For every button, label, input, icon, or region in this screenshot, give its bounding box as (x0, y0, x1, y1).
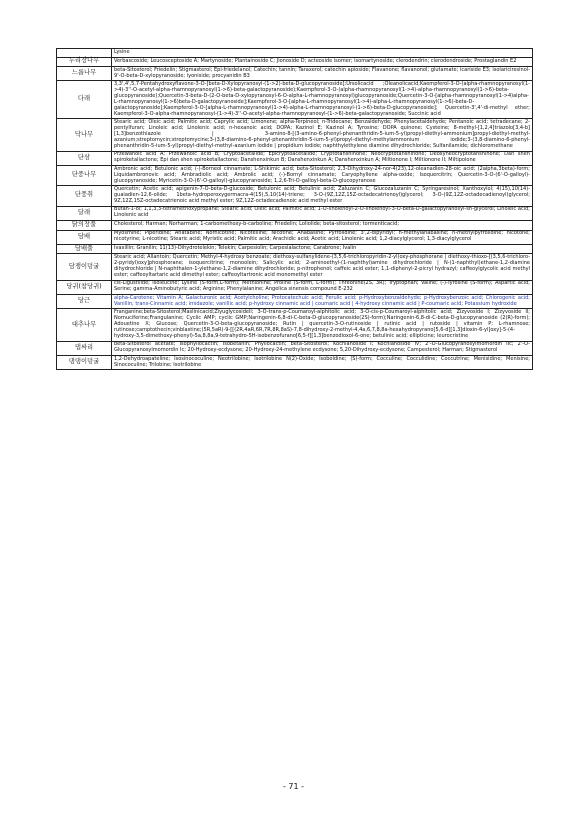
compound-list-cell: 3,3',4',5,7-Pentahydroxyflavone-3-O-[beta-D-Xylopyranosyl-(1->2)-beta-D-glucopyranoside];Ursolicacid ;Oleanolicacid;Kaempferol-3-O-(alpha-rhamnopyranosyl(1->4)-3''-O-acetyl-alpha-rhamnopyranosyl(1->6)-beta-galactopyranoside);Kaempferol-3-O-(alpha-rhamnopyranosyl(1->4)-alpha-rhamnopyranosyl(1->6)-beta-glucopyranoside);Quercetin-3-beta-D-(2-O-beta-D-xylopyranosyl-6-O-alpha-L-rhamnopyranosyl)glucopyranoside;Quercetin-3-O-[alpha-rhamnopyranosyl(1->4)alpha-L-rhamnopyranosyl(1->6)beta-D-galactopyranoside];Kaempferol-3-O-[alpha-L-rhamnopyranosyl(1->4)-alpha-L-rhamnopyranosyl(1->6)-beta-D-galactopyranoside];Kaempferol-3-O-[alpha-L-rhamnopyranosyl(1->4)-alpha-L-rhamnopyranosyl-(1->6)-beta-D-glucopyranoside]; Quercetin-3',4'-di-methyl ether; Kaempferol-3-O-alpha-rhamnopyranosyl-(1->4)-3''-O-acetyl-alpha-rhamnopyranosyl-(1->6)-beta-galactopyranoside; Succinic acid (112, 81, 533, 119)
plant-name-cell: 느릅나무 (57, 67, 112, 81)
plant-name-cell: 담배 (57, 230, 112, 244)
table-row (57, 295, 533, 309)
compound-list-cell: beta-Sitosterol; Friedelin; Stigmasterol; Epi-friedelanol; Catechin; tannin; Taraxerol; catechin apioside; Flavanone; flavanonol; glutamate; icariside E3; isolariciresinol-9'-O-beta-D-xylopyranoside; lyoniside; procyanidin B3 (112, 67, 533, 81)
plant-name-cell: 닥나무 (57, 119, 112, 151)
compound-list-cell: Cholesterol; Harman; Norharman; 1-carbomethoxy-b-carboline; Friedelin; Loliolide; beta-sitosterol; tormenticacid; (112, 221, 533, 231)
plant-name-cell: 닭의장풀 (57, 221, 112, 231)
compound-list-cell: Ambronic acid; Betulonic acid; (-)-Borneol cinnamate; L-Shikimic acid; beta-Sitosterol; 2,3-Dihydroxy-24-nor-4(23),12-oleanadien-28-oic acid; (2alpha,3beta)-form; Liquidambronovic acid; Ambradiolic acid; Ambrolic acid; (-)-Bornyl cinnamate; Caryophyllene alpha-oxide; Isoquercitrin; Quercetin-3-O-(6'-O-galloyl)-glucopyranoside; Myricetin-3-O-(6'-O-galloyl)-glucopyranoside; 1,2,6-Tri-O-galloyl-beta-D-glucopyranose (112, 165, 533, 185)
plant-name-cell (57, 49, 112, 58)
compound-list-cell: Butan-1-ol; 1,1,3,3-tetramethoxypropane; Stearic acid; Oleic acid; Palmitic acid; 1-O-linolenoyl-2-O-linolenoyl-3-O-beta-D-galactopyranosyl-sn-glycerol; Linoleic acid; Linolenic acid (112, 206, 533, 220)
table-row (57, 49, 533, 58)
table-row (57, 165, 533, 185)
compound-list-cell: beta-Sitosterol acetate; Isophyllocactin; Isobetanin; Phyllocactin; beta-Sitosterol; Kochianoside I; Kochianoside IV; 2'-O-Glucopyranosylmomordin IIc; 2'-O-Glucopyranosylmomordin Ic; 20-Hydroxy-ecdysone; 20-Hydroxy-24-methylene ecdysone; 5,20-Dihydroxy-ecdysone; Campesterol; Harman; Stigmasterol (112, 341, 533, 355)
compound-list-cell: Przewanoic acid A; Przewanoic acid B; Cryptoacetalide; Epicryptoacetalide; Cryptotanshinone; Neocryptotanshinone; Deoxyneocryptotanshinone; Dan shen spiroketallactone; Epi dan shen spiroketallactone; Danshenxinkun B; Danshenxinkun A; Danshenxinkun A; Miltionone I; Miltionone II; Miltipolone (112, 151, 533, 165)
table-row (57, 230, 533, 244)
plant-name-cell: 댑싸리 (57, 341, 112, 355)
plant-name-cell: 대추나무 (57, 309, 112, 341)
plant-name-cell: 당근 (57, 295, 112, 309)
table-row (57, 186, 533, 206)
plant-name-cell: 단삼 (57, 151, 112, 165)
table-row (57, 206, 533, 220)
plant-name-cell: 댕댕이덩굴 (57, 356, 112, 370)
compound-list-cell: 1,2-Dehydroapateline; Isosinococuline; Neotrilobine; Isotrilobine N(2)-Oxide; Isoboldine; (S)-form; Cocculine; Cocculidine; Coccutrine; Menisidine; Menisine; Sinococuline; Trilobine; Isotrilobine (112, 356, 533, 370)
compound-list-cell: alpha-Carotene; Vitamin A; Galacturonic acid; Acetylcholine; Protocatechuic acid; Ferulic acid; p-Hydroxybenzaldehyde; p-Hydroxybenzoic acid; Chlorogenic acid; Vanillin; trans-Cinnamic acid; imidazole; vanillic acid; p-hydroxy cinnamic acid | coumaric acid | 4-hydroxy cinnamic acid | P-coumaric acid; Potassium hydroxide (112, 295, 533, 309)
table-row (57, 57, 533, 67)
compound-list-cell: Verbascoside; Leucosceptoside A; Martynoside; Plantainoside C; Jionoside D; acteoside isomer; isomartynoside; clerodendrin; clerodendroside; Prostaglandin E2 (112, 57, 533, 67)
compound-list-cell: cis-Ligustilide; Isoleucine; Lysine (S-form,L-form); Methionine; Proline (S-form, L-form); Threonine(2S, 3R); Tryptophan; Valine; (-)-Tyrosine (S-form); Aspartic acid; Serine; gamma-Aminobutyric acid; Arginine; Phenylalanine; Angelica sinensis compound E-232 (112, 280, 533, 294)
compound-list-cell: Myosmine; Piperidine; Anatabine; Nornicotine; Nicotelline; Nicotine; Anabasine; Pyrrolidine; 3',2-dipyridyl; n-methylanabasine; n-methylpyrrolidine; nicotone; nicotyrine; L-nicotine; Stearic acid; Myristic acid; Palmitic acid; Arachidic acid; Acetic acid; Linolenic acid; 1,2-diacylglycerol; 1,3-diacylglycerol (112, 230, 533, 244)
compound-list-cell: Quercetin; Acetic acid; apigenin-7-O-beta-D-glucoside; Betulonic acid; Betulinic acid; Zaluzanin C; Glucozaluzanin C; Syringaresinol; Xanthoxylol; 4(15),10(14)-guaiadien-12,6-olide; 1beta-hydroperoxygermacra-4(15),5,10(14)-triene; 3-O-(9Z,12Z,15Z-octadecatrienoyl)glycerol; 3-O-(9Z,12Z-octadecadienoyl)glycerol; 9Z,12Z,15Z-octadecatrienoic acid methyl ester; 9Z,12Z-octadecadienoic acid methyl ester (112, 186, 533, 206)
page-number: - 71 - (282, 782, 305, 791)
compound-list-cell: Lysine (112, 49, 533, 58)
compound-table (56, 48, 533, 370)
table-row (57, 244, 533, 254)
compound-list-cell: Stearic acid; Oleic acid; Palmitic acid; Caprylic acid; Limonene; alpha-Terpineol; n-Tridecane; Benzaldehyde; Phenylacetaldehyde; Pentanoic acid; tetradecane; 2-pentylfuran; Linoleic acid; Linolenic acid; n-hexanoic acid; DOPA; Kazinol E; Kazinol A; Tyrosine; DOPA quinone; Cysteine; 8-methyl-[1,2,4]triazolo[3,4-b][1,3]benzothiazole | 3-amino-8-[(3-amino-6-phenyl-phenanthridin-5-ium-5-yl)propyl-diethyl-ammonium]propyl-diethyl-methyl-azanium;streptomycin;streptomycine;3-(3,8-diamino-6-phenyl-phenanthridin-5-ium-5-yl)propyl-diethyl-methylammonium iodide;3-(3,8-diamino-6-phenyl-phenanthridin-5-ium-5-yl)propyl-diethyl-methyl-azanium iodide | propidium iodide; naphthylethylene diamine dihydrochloride; Sulfanilamide; dichloromethane (112, 119, 533, 151)
plant-name-cell: 다래 (57, 81, 112, 119)
plant-name-cell: 담쟁이덩굴 (57, 254, 112, 280)
table-row (57, 280, 533, 294)
compound-list-cell: Ivaxillin; Granilin; 11(13)-Dihydrotelekin; Telekin; Carpesiolin; Carpesialactone; Carabrone; Ivalin (112, 244, 533, 254)
compound-list-cell: Franganine;beta-Sitosterol;Maslinicacid;Ziyuglycosidell; 3-O-trans-p-Coumaroyl-alphitolic acid; 3-O-cis-p-Coumaroyl-alphitolic acid; Zizyvoside I; Zizyvoside II; Nornuciferine;Frangulanine; Cyclic AMP; cyclic GMP;Naringenin-6,8-di-C-beta-D-glucopyranoside(2S)-form);Naringenin-6,8-di-C-beta-D-glucopyranoside (2(R)-form); Adouetine X; Glucose; Quercetin-3-O-beta-glucopyranoside; Rutin | quercetin-3-O-rutinoside | rutinic acid | rutoside | vitamin P; L-rhamnose; rutinose;camptothecin;vinblastine;(5R,5aR)-9-[[(2R,4aR,6R,7R,8R,8aS)-7,8-dihydroxy-2-methyl-4,4a,6,7,8,8a-hexahydropyrano[5,6-d][1,3]dioxin-6-yl]oxy]-5-(4-hydroxy-3,5-dimethoxy-phenyl)-5a,8,8a,9-tetrahydro-5H-isobenzofurano[6,5-f][1,3]benzodioxol-6-one; betulinic acid; ellipticine; leurocristine (112, 309, 533, 341)
table-row (57, 221, 533, 231)
plant-name-cell: 단풍취 (57, 186, 112, 206)
table-row (57, 151, 533, 165)
table-row (57, 341, 533, 355)
table-row (57, 254, 533, 280)
plant-name-cell: 단풍나무 (57, 165, 112, 185)
plant-name-cell: 담배풀 (57, 244, 112, 254)
table-row (57, 81, 533, 119)
table-row (57, 309, 533, 341)
plant-name-cell: 달래 (57, 206, 112, 220)
table-row (57, 356, 533, 370)
compound-list-cell: Stearic acid; Allantoin; Quercetin; Methyl-4-hydroxy benzoate; diethoxy-sulfanylidene-(3,5,6-trichloropyridin-2-yl)oxy-phosphorane | diethoxy-thioxo-[(3,5,6-trichloro-2-pyridyl)oxy]phosphorane; isoquercitrine; monoolein; Salicylic acid; 2-aminoethyl-(1-naphthyl)amine dihydrochloride | N-(1-naphthyl)ethane-1,2-diamine dihydrochloride | N-naphthalen-1-ylethane-1,2-diamine dihydrochloride; p-nitrophenol; caffeic acid ester; 1,1-diphenyl-2-picryl hydrazyl; caffeoylglycolic acid methyl ester; caffeoyltartaric acid dimethyl ester; caffeoyltartronic acid monomethyl ester (112, 254, 533, 280)
plant-name-cell: 누리장나무 (57, 57, 112, 67)
table-row (57, 119, 533, 151)
table-row (57, 67, 533, 81)
plant-name-cell: 당귀(참당귀) (57, 280, 112, 294)
